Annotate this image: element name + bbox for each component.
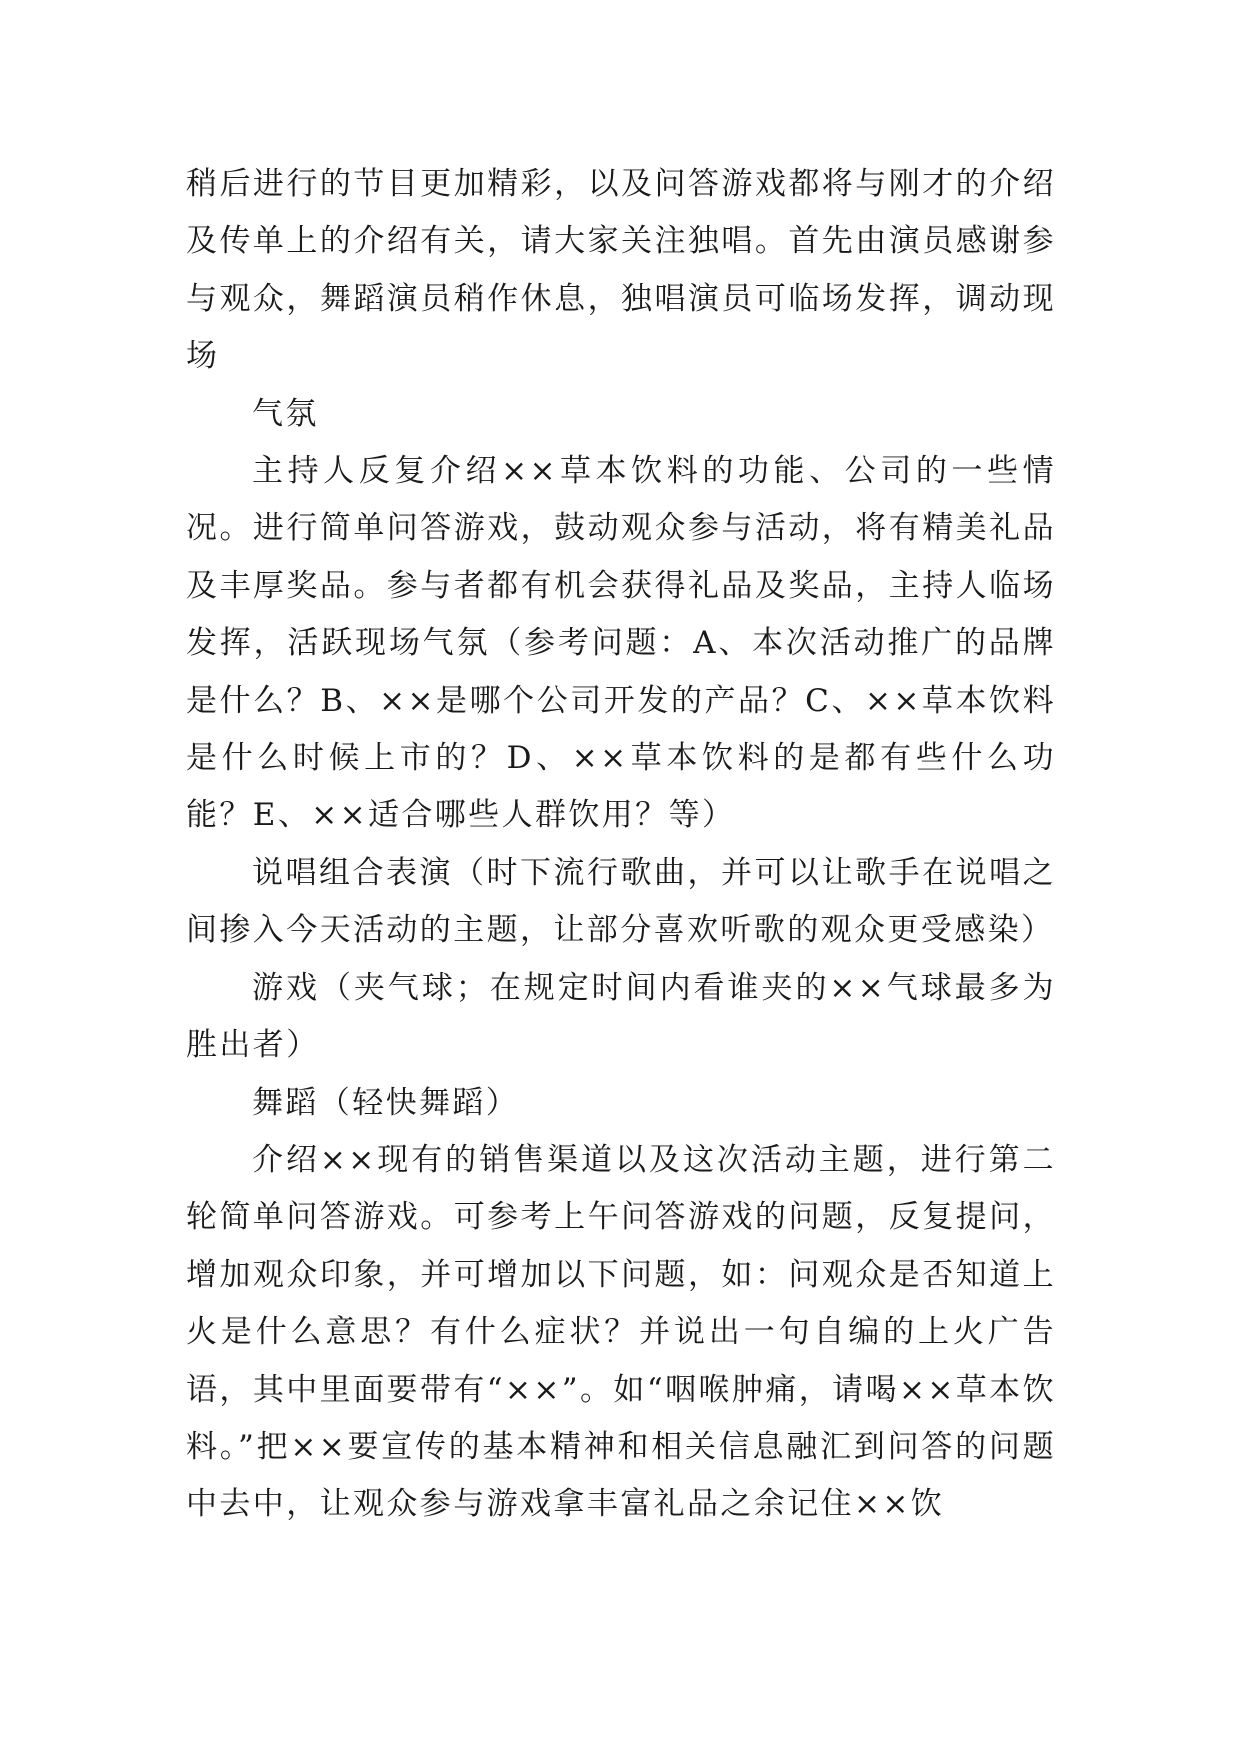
paragraph-2: 气氛 — [252, 395, 319, 432]
document-body — [186, 156, 1056, 1534]
paragraph-5: 游戏（夹气球；在规定时间内看谁夹的××气球最多为胜出者） — [186, 969, 1056, 1064]
paragraph-7: 介绍××现有的销售渠道以及这次活动主题，进行第二轮简单问答游戏。可参考上午问答游戏的问题，反复提问，增加观众印象，并可增加以下问题，如：问观众是否知道上火是什么意思？有什么症状？并说出一句自编的上火广告语，其中里面要带有“××”。如“咽喉肿痛，请喝××草本饮料。”把××要宣传的基本精神和相关信息融汇到问答的问题中去中，让观众参与游戏拿丰富礼品之余记住××饮 — [186, 1141, 1056, 1523]
paragraph-1: 稍后进行的节目更加精彩，以及问答游戏都将与刚才的介绍及传单上的介绍有关，请大家关注独唱。首先由演员感谢参与观众，舞蹈演员稍作休息，独唱演员可临场发挥，调动现场 — [186, 166, 1056, 375]
paragraph-4: 说唱组合表演（时下流行歌曲，并可以让歌手在说唱之间掺入今天活动的主题，让部分喜欢听歌的观众更受感染） — [186, 854, 1056, 949]
paragraph-6: 舞蹈（轻快舞蹈） — [252, 1084, 520, 1121]
paragraph-3: 主持人反复介绍××草本饮料的功能、公司的一些情况。进行简单问答游戏，鼓动观众参与活动，将有精美礼品及丰厚奖品。参与者都有机会获得礼品及奖品，主持人临场发挥，活跃现场气氛（参考问题：A、本次活动推广的品牌是什么？B、××是哪个公司开发的产品？C、××草本饮料是什么时候上市的？D、××草本饮料的是都有些什么功能？E、××适合哪些人群饮用？等） — [186, 453, 1056, 834]
